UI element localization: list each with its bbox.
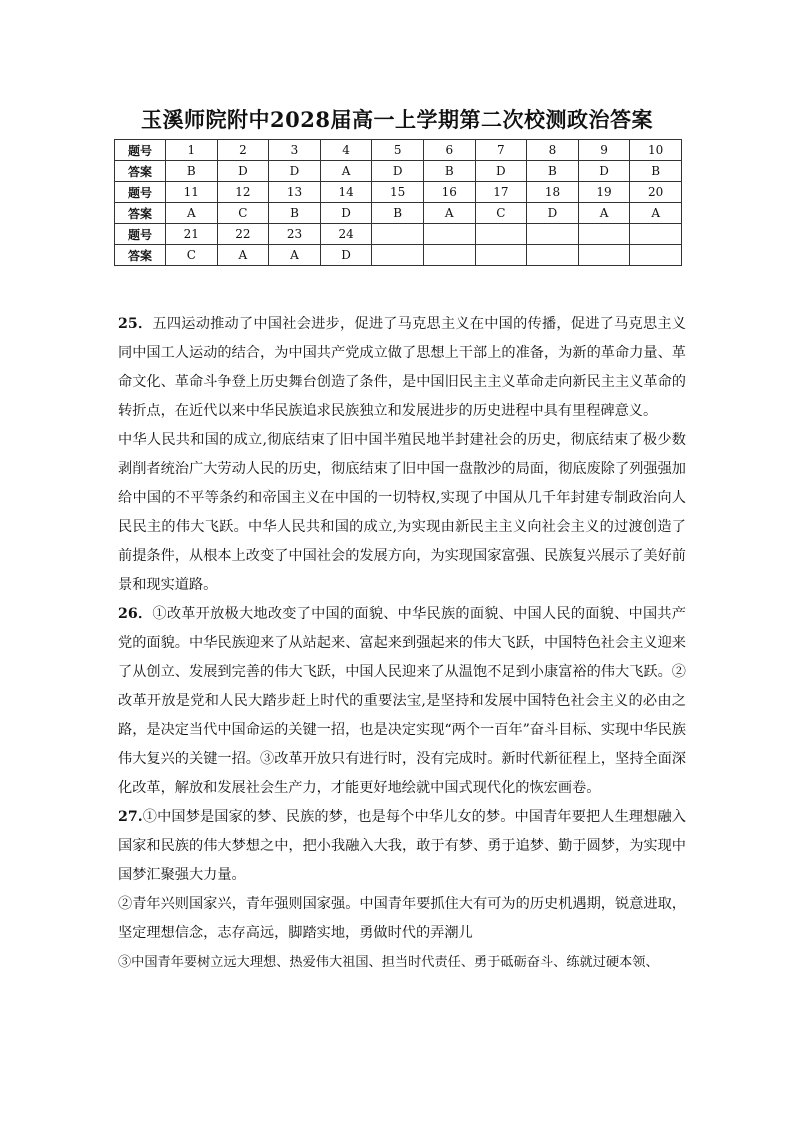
answer-cell [475,224,527,245]
answer-cell: A [423,203,475,224]
answer-cell: 15 [372,182,424,203]
answer-cell [578,245,630,266]
answer-table-row [115,140,682,161]
answer-cell: 23 [269,224,321,245]
row-label: 题号 [115,182,166,203]
answer-table-row [115,182,682,203]
answer-cell: 14 [320,182,372,203]
answer-cell: B [166,161,218,182]
answer-cell: C [475,203,527,224]
answer-cell: A [630,203,682,224]
answer-cell: 8 [527,140,579,161]
answer-cell [527,224,579,245]
answer-cell: 3 [269,140,321,161]
answer-cell [372,245,424,266]
q27-paragraph-1 [118,803,686,890]
answer-cell: 20 [630,182,682,203]
answer-cell: 16 [423,182,475,203]
answer-cell: A [320,161,372,182]
answer-cell: D [475,161,527,182]
q25-paragraph-2: 中华人民共和国的成立,彻底结束了旧中国半殖民地半封建社会的历史，彻底结束了极少数剥削者统治广大劳动人民的历史，彻底结束了旧中国一盘散沙的局面，彻底废除了列强强加给中国的不平等条约和帝国主义在中国的一切特权,实现了中国从几千年封建专制政治向人民民主的伟大飞跃。中华人民共和国的成立,为实现由新民主主义向社会主义的过渡创造了前提条件，从根本上改变了中国社会的发展方向，为实现国家富强、民族复兴展示了美好前景和现实道路。 [118,432,686,593]
answer-cell: 24 [320,224,372,245]
q27-point-2: ②青年兴则国家兴，青年强则国家强。中国青年要抓住大有可为的历史机遇期，锐意进取，坚定理想信念，志存高远，脚踏实地，勇做时代的弄潮儿 [118,896,686,941]
q27-number: 27. [118,809,143,825]
answer-cell: 2 [217,140,269,161]
answer-cell: 10 [630,140,682,161]
answer-cell: 22 [217,224,269,245]
answer-cell: 17 [475,182,527,203]
answer-cell [630,224,682,245]
answer-cell: D [269,161,321,182]
answer-table [114,139,682,266]
answer-cell: C [166,245,218,266]
answer-cell [372,224,424,245]
answer-cell [475,245,527,266]
answer-cell: 1 [166,140,218,161]
answer-cell: 21 [166,224,218,245]
row-label: 题号 [115,140,166,161]
answer-cell: 18 [527,182,579,203]
answer-table-row [115,203,682,224]
q25-number: 25． [118,316,153,332]
row-label: 题号 [115,224,166,245]
answer-cell: B [269,203,321,224]
answer-cell: B [423,161,475,182]
answer-cell: A [166,203,218,224]
answer-cell: 13 [269,182,321,203]
answer-table-row [115,245,682,266]
answer-cell: B [630,161,682,182]
q25-text-1: 五四运动推动了中国社会进步，促进了马克思主义在中国的传播，促进了马克思主义同中国工人运动的结合，为中国共产党成立做了思想上干部上的准备，为新的革命力量、革命文化、革命斗争登上历史舞台创造了条件，是中国旧民主主义革命走向新民主主义革命的转折点，在近代以来中华民族追求民族独立和发展进步的历史进程中具有里程碑意义。 [118,316,686,419]
row-label: 答案 [115,203,166,224]
answer-cell: A [217,245,269,266]
answer-cell: D [217,161,269,182]
answer-cell: 11 [166,182,218,203]
answer-cell: B [372,203,424,224]
answer-cell: 5 [372,140,424,161]
answer-cell [423,245,475,266]
answer-cell: D [372,161,424,182]
answer-cell: C [217,203,269,224]
page-title: 玉溪师院附中2028届高一上学期第二次校测政治答案 [141,107,653,132]
answer-cell: 4 [320,140,372,161]
row-label: 答案 [115,245,166,266]
answer-cell: 6 [423,140,475,161]
row-label: 答案 [115,161,166,182]
q27-point-1: ①中国梦是国家的梦、民族的梦，也是每个中华儿女的梦。中国青年要把人生理想融入国家和民族的伟大梦想之中，把小我融入大我，敢于有梦、勇于追梦、勤于圆梦，为实现中国梦汇聚强大力量。 [118,809,686,883]
answer-cell: D [320,203,372,224]
q26-paragraph [118,600,686,803]
answer-table-row [115,161,682,182]
q26-text: ①改革开放极大地改变了中国的面貌、中华民族的面貌、中国人民的面貌、中国共产党的面貌。中华民族迎来了从站起来、富起来到强起来的伟大飞跃，中国特色社会主义迎来了从创立、发展到完善的伟大飞跃，中国人民迎来了从温饱不足到小康富裕的伟大飞跃。②改革开放是党和人民大踏步赶上时代的重要法宝,是坚持和发展中国特色社会主义的必由之路，是决定当代中国命运的关键一招，也是决定实现“两个一百年”奋斗目标、实现中华民族伟大复兴的关键一招。③改革开放只有进行时，没有完成时。新时代新征程上，坚持全面深化改革，解放和发展社会生产力，才能更好地绘就中国式现代化的恢宏画卷。 [118,606,686,796]
answer-cell: 12 [217,182,269,203]
answer-table-row [115,224,682,245]
q25-paragraph-1 [118,310,686,426]
answer-cell: D [527,203,579,224]
answer-content [118,310,686,977]
answer-cell: 7 [475,140,527,161]
answer-cell [578,224,630,245]
answer-cell: B [527,161,579,182]
q26-number: 26． [118,606,153,622]
answer-cell: 19 [578,182,630,203]
answer-cell [423,224,475,245]
q27-point-3: ③中国青年要树立远大理想、热爱伟大祖国、担当时代责任、勇于砥砺奋斗、练就过硬本领、 [118,955,659,970]
answer-cell: A [578,203,630,224]
answer-cell [527,245,579,266]
answer-cell: D [320,245,372,266]
answer-cell: 9 [578,140,630,161]
answer-cell: D [578,161,630,182]
answer-cell [630,245,682,266]
answer-cell: A [269,245,321,266]
